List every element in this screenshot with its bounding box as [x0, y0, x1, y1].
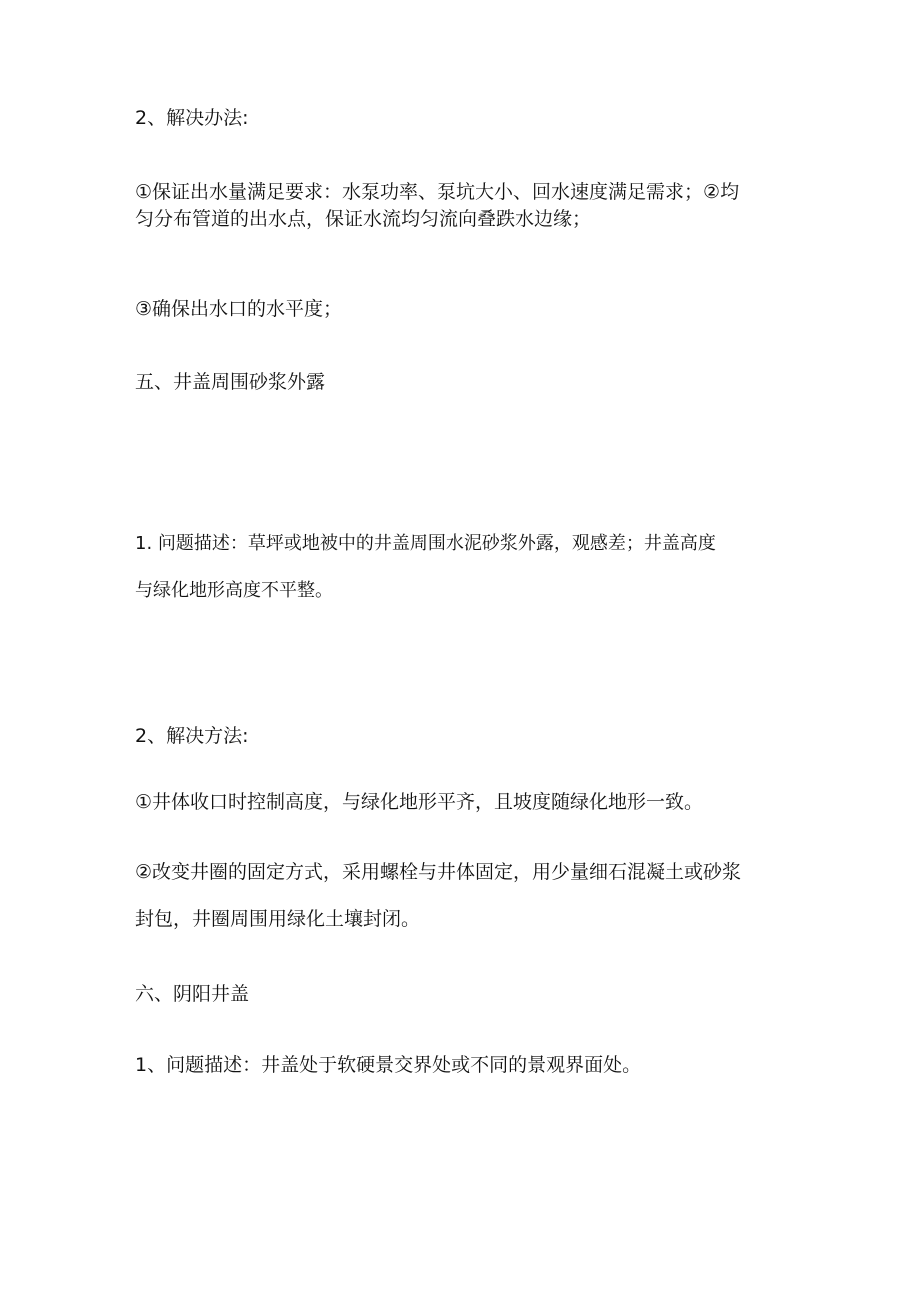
- subheading-solution-1: 2、解决办法:: [135, 107, 249, 129]
- paragraph-line: ①井体收口时控制高度，与绿化地形平齐，且坡度随绿化地形一致。: [135, 791, 704, 813]
- paragraph-line: 封包，井圈周围用绿化土壤封闭。: [135, 908, 421, 930]
- problem-description-line: 1、问题描述：井盖处于软硬景交界处或不同的景观界面处。: [135, 1054, 642, 1076]
- problem-description-line: 1. 问题描述：草坪或地被中的井盖周围水泥砂浆外露，观感差；井盖高度: [135, 533, 716, 554]
- paragraph-line: ②改变井圈的固定方式，采用螺栓与井体固定，用少量细石混凝土或砂浆: [135, 861, 742, 883]
- paragraph-line: 匀分布管道的出水点，保证水流均匀流向叠跌水边缘；: [135, 208, 592, 230]
- section-heading-5: 五、井盖周围砂浆外露: [135, 371, 326, 393]
- paragraph-line: ①保证出水量满足要求：水泵功率、泵坑大小、回水速度满足需求；②均: [135, 181, 740, 203]
- subheading-solution-2: 2、解决方法:: [135, 725, 249, 747]
- problem-description-line: 与绿化地形高度不平整。: [135, 580, 333, 601]
- section-heading-6: 六、阴阳井盖: [135, 983, 250, 1005]
- paragraph-line: ③确保出水口的水平度；: [135, 298, 343, 320]
